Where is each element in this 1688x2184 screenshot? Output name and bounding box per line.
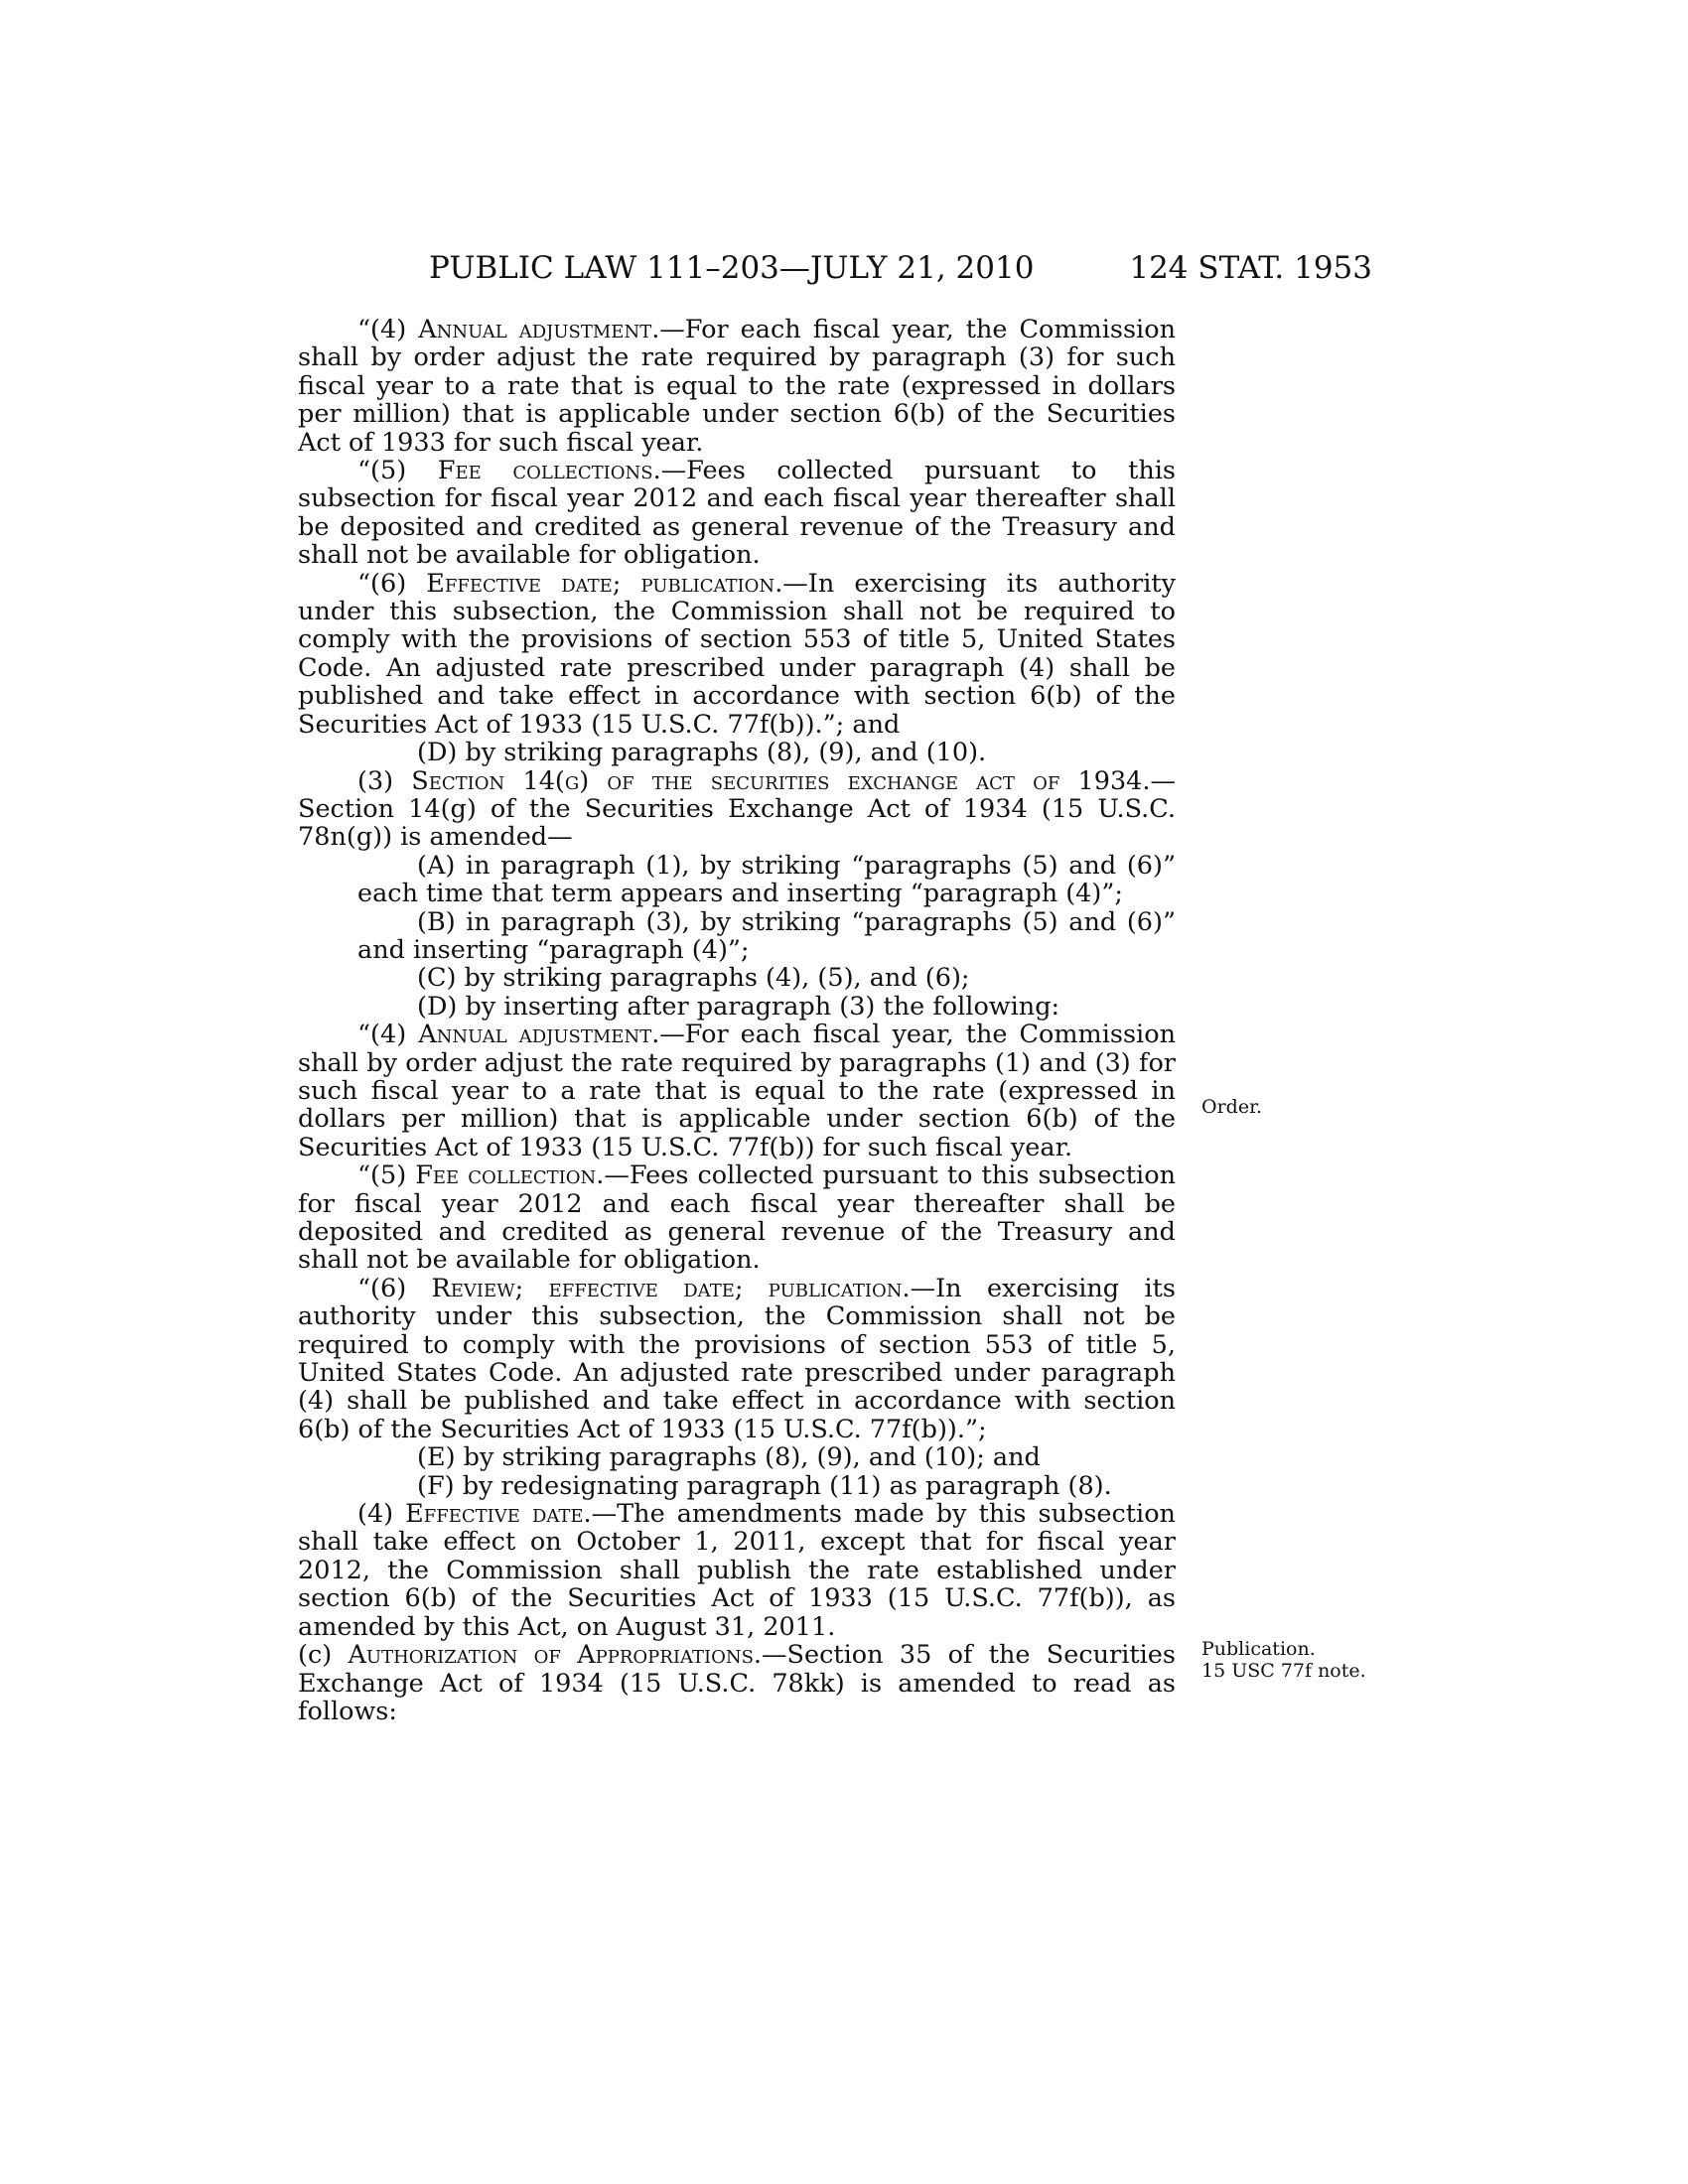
header-title: PUBLIC LAW 111–203—JULY 21, 2010 <box>429 250 1035 286</box>
paragraph-annual-adjustment: “(4) Annual adjustment.—For each fiscal year, the Commission shall by order adjust the rate required by paragraph (3) for such fiscal year to a rate that is equal to the rate (expressed in dollars per million) that is applicable under section 6(b) of the Securities Act of 1933 for such fiscal year. <box>298 315 1176 458</box>
clause-d-striking: (D) by striking paragraphs (8), (9), and (10). <box>417 738 987 768</box>
margin-note-usc: 15 USC 77f note. <box>1201 1660 1366 1682</box>
clause-b: (B) in paragraph (3), by striking “paragraphs (5) and (6)” and inserting “paragraph (4)”; <box>357 906 1176 965</box>
clause-c: (C) by striking paragraphs (4), (5), and (6); <box>417 963 970 994</box>
clause-a: (A) in paragraph (1), by striking “paragraphs (5) and (6)” each time that term appears and inserting “paragraph (4)”; <box>357 850 1176 909</box>
margin-note-publication-label: Publication. <box>1201 1638 1316 1660</box>
margin-note-order: Order. <box>1201 1096 1263 1118</box>
margin-note-publication <box>1201 1638 1400 1682</box>
paragraph-review-effective-date: “(6) Review; effective date; publication.—In exercising its authority under this subsection, the Commission shall not be required to comply with the provisions of section 553 of title 5, United States Code. An adjusted rate prescribed under paragraph (4) shall be published and take effect in accordance with section 6(b) of the Securities Act of 1933 (15 U.S.C. 77f(b)).”; <box>298 1273 1176 1444</box>
paragraph-fee-collections: “(5) Fee collections.—Fees collected pursuant to this subsection for fiscal year 2012 and each fiscal year thereafter shall be deposited and credited as general revenue of the Treasury and shall not be available for obligation. <box>298 456 1177 571</box>
clause-f: (F) by redesignating paragraph (11) as paragraph (8). <box>417 1470 1112 1501</box>
clause-e: (E) by striking paragraphs (8), (9), and (10); and <box>417 1442 1041 1473</box>
paragraph-annual-adjustment-2: “(4) Annual adjustment.—For each fiscal year, the Commission shall by order adjust the rate required by paragraphs (1) and (3) for such fiscal year to a rate that is equal to the rate (expressed in dollars per million) that is applicable under section 6(b) of the Securities Act of 1933 (15 U.S.C. 77f(b)) for such fiscal year. <box>298 1020 1176 1162</box>
paragraph-effective-date: (4) Effective date.—The amendments made by this subsection shall take effect on October 1, 2011, except that for fiscal year 2012, the Commission shall publish the rate established under section 6(b) of the Securities Act of 1933 (15 U.S.C. 77f(b)), as amended by this Act, on August 31, 2011. <box>298 1499 1176 1642</box>
paragraph-section-14g: (3) Section 14(g) of the securities exchange act of 1934.—Section 14(g) of the Securities Exchange Act of 1934 (15 U.S.C. 78n(g)) is amended— <box>298 765 1176 853</box>
paragraph-fee-collection: “(5) Fee collection.—Fees collected pursuant to this subsection for fiscal year 2012 and each fiscal year thereafter shall be deposited and credited as general revenue of the Treasury and shall not be available for obligation. <box>298 1160 1176 1276</box>
paragraph-effective-date-publication: “(6) Effective date; publication.—In exercising its authority under this subsection, the Commission shall not be required to comply with the provisions of section 553 of title 5, United States Code. An adjusted rate prescribed under paragraph (4) shall be published and take effect in accordance with section 6(b) of the Securities Act of 1933 (15 U.S.C. 77f(b)).”; and <box>298 568 1177 740</box>
clause-d-inserting: (D) by inserting after paragraph (3) the following: <box>417 991 1060 1022</box>
header-stat-page: 124 STAT. 1953 <box>1129 250 1372 286</box>
document-body <box>298 316 1176 1725</box>
running-header <box>429 250 1372 286</box>
subsection-authorization: (c) Authorization of Appropriations.—Section 35 of the Securities Exchange Act of 1934 (15 U.S.C. 78kk) is amended to read as follows: <box>298 1640 1176 1726</box>
